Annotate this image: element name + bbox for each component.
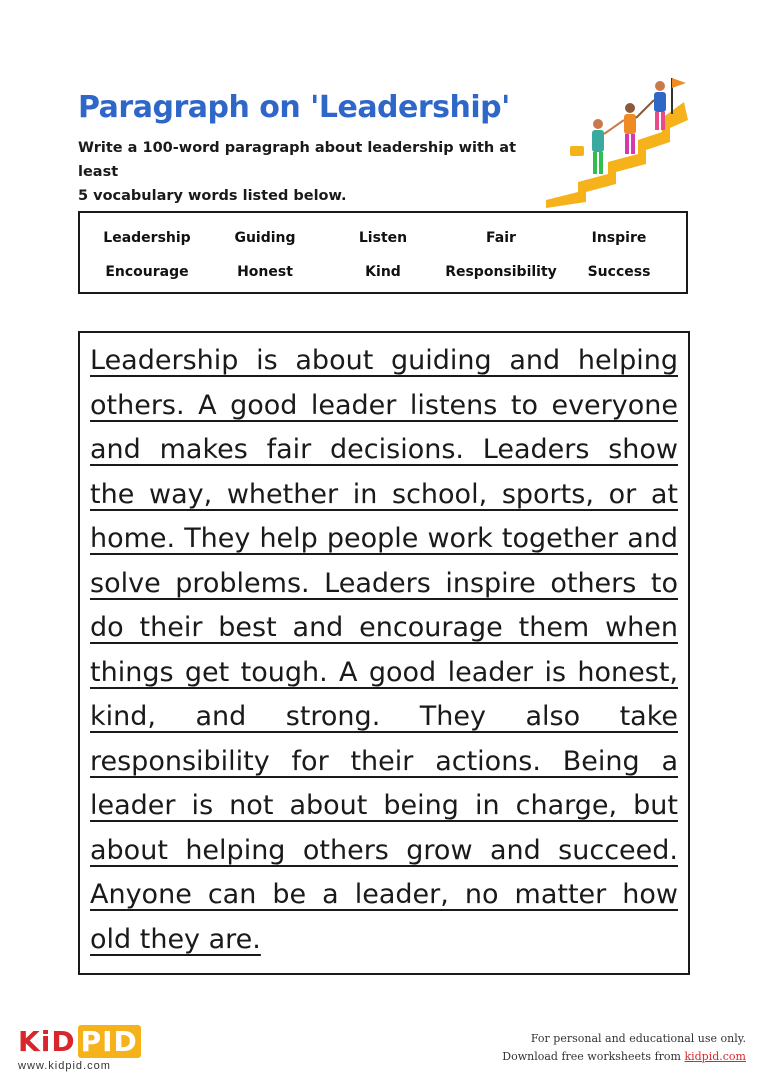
logo-pid-badge: PID <box>78 1025 141 1058</box>
logo-letter-k: K <box>18 1025 41 1058</box>
vocab-word: Success <box>587 264 651 280</box>
vocab-word: Encourage <box>105 264 189 280</box>
vocab-word: Listen <box>358 230 408 246</box>
paragraph-line: leader is not about being in charge, but <box>90 790 678 821</box>
instructions <box>78 136 538 208</box>
page-title: Paragraph on 'Leadership' <box>78 90 510 125</box>
vocab-word: Responsibility <box>445 264 557 280</box>
vocab-word: Leadership <box>103 230 191 246</box>
logo-letter-d: D <box>51 1025 76 1058</box>
paragraph-line: about helping others grow and succeed. <box>90 834 678 866</box>
logo-wordmark <box>18 1025 141 1058</box>
paragraph-line: responsibility for their actions. Being a <box>90 745 678 777</box>
vocab-word: Fair <box>486 230 516 246</box>
paragraph-line: others. A good leader listens to everyone <box>90 389 678 421</box>
vocab-word: Honest <box>237 264 293 280</box>
paragraph-line: things get tough. A good leader is honest, <box>90 656 678 688</box>
instructions-line-2: 5 vocabulary words listed below. <box>78 188 347 204</box>
paragraph-line: home. They help people work together and <box>90 523 678 554</box>
paragraph-line: do their best and encourage them when <box>90 612 678 643</box>
paragraph-line: old they are. <box>90 923 261 955</box>
footer-download-prefix: Download free worksheets from <box>502 1050 685 1063</box>
footer-kidpid-link[interactable]: kidpid.com <box>684 1050 746 1063</box>
vocab-word: Kind <box>365 264 401 280</box>
climbing-leaders-illustration <box>538 70 698 210</box>
logo-letter-i: i <box>40 1025 52 1058</box>
vocabulary-word-box <box>78 211 688 294</box>
footer-usage-note: For personal and educational use only. <box>530 1032 746 1045</box>
paragraph-line: Leadership is about guiding and helping <box>90 345 678 376</box>
kidpid-logo[interactable] <box>18 1025 141 1072</box>
vocab-word: Guiding <box>234 230 296 246</box>
vocab-word: Inspire <box>591 230 647 246</box>
paragraph-line: the way, whether in school, sports, or at <box>90 478 678 510</box>
footer-notice <box>502 1030 746 1066</box>
logo-url: www.kidpid.com <box>18 1060 111 1072</box>
paragraph-writing-box <box>78 331 690 975</box>
instructions-line-1: Write a 100-word paragraph about leadership with at least <box>78 140 517 180</box>
paragraph-line: Anyone can be a leader, no matter how <box>90 879 678 910</box>
paragraph-line: kind, and strong. They also take <box>90 701 678 732</box>
paragraph-line: and makes fair decisions. Leaders show <box>90 434 678 465</box>
paragraph-line: solve problems. Leaders inspire others to <box>90 567 678 599</box>
